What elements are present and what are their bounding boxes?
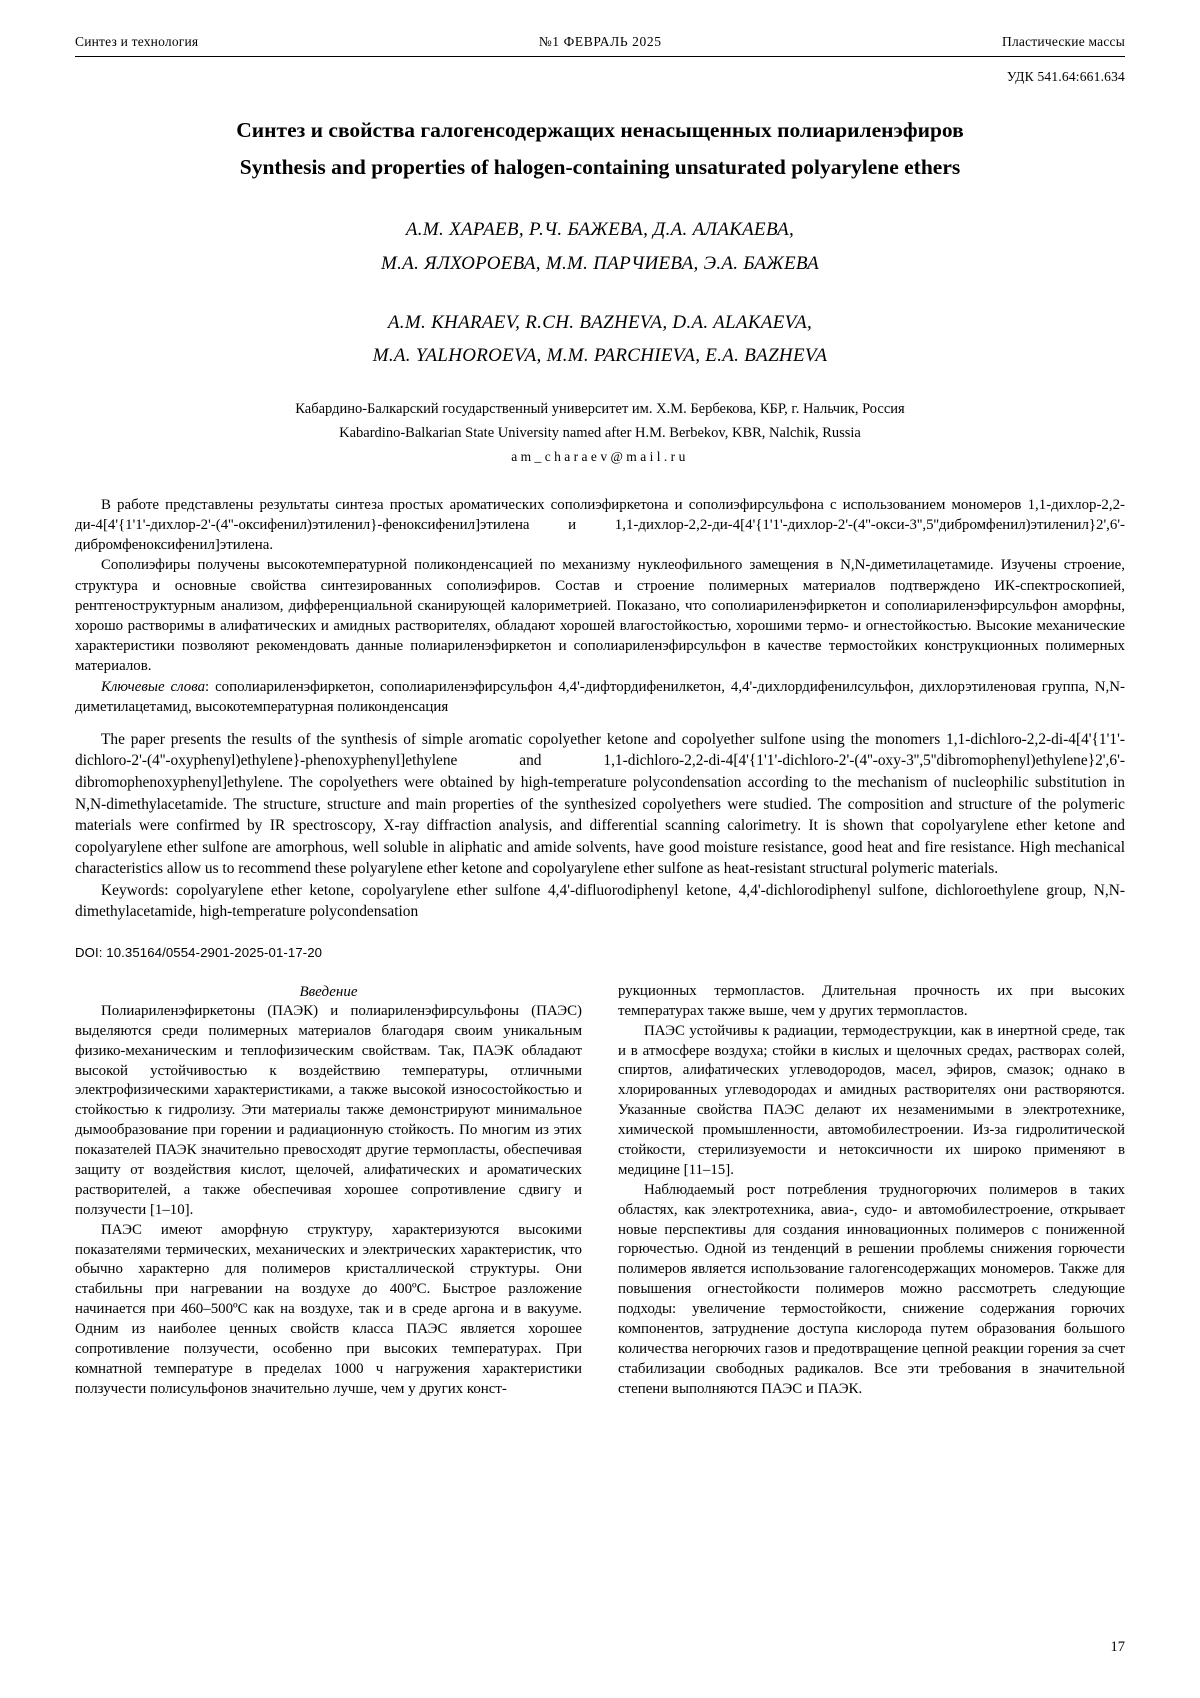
authors-ru-line1: А.М. ХАРАЕВ, Р.Ч. БАЖЕВА, Д.А. АЛАКАЕВА, xyxy=(405,219,795,241)
running-head-left: Синтез и технология xyxy=(75,34,199,49)
contact-email[interactable]: am_charaev@mail.ru xyxy=(511,449,689,465)
authors-en-line1: A.M. KHARAEV, R.CH. BAZHEVA, D.A. ALAKAEVA, xyxy=(387,311,813,333)
body-paragraph: рукционных термопластов. Длительная прочность их при высоких температурах также выше, чем у других термопластов. xyxy=(618,982,1125,1019)
authors-en-line2: M.A. YALHOROEVA, M.M. PARCHIEVA, E.A. BAZHEVA xyxy=(372,345,828,367)
body-paragraph: Полиариленэфиркетоны (ПАЭК) и полиариленэфирсульфоны (ПАЭС) выделяются среди полимерных материалов благодаря своим уникальным физико-механическим и теплофизическим свойствам. Так, ПАЭК обладают высокой устойчивостью к воздействию температуры, отличными электрофизическими характеристиками, а также высокой износостойкостью и стойкостью к гидролизу. Эти материалы также демонстрируют минимальное дымообразование при горении и радиационную стойкость. По многим из этих показателей ПАЭК значительно превосходят другие термопласты, обеспечивая защиту от воздействия кислот, щелочей, алифатических и ароматических растворителей, а также обеспечивая хорошее сопротивление сдвигу и ползучести [1–10]. xyxy=(75,1002,582,1218)
authors-en xyxy=(75,306,1125,373)
header-divider xyxy=(75,56,1125,57)
page-number: 17 xyxy=(1110,1639,1125,1655)
page-title-en: Synthesis and properties of halogen-containing unsaturated polyarylene ethers xyxy=(239,155,961,180)
abstract-ru-p1: В работе представлены результаты синтеза простых ароматических сополиэфиркетона и сополиэфирсульфона с использованием мономеров 1,1-дихлор-2,2-ди-4[4'{1'1'-дихлор-2'-(4''-оксифенил)этиленил}-феноксифенил]этилена и 1,1-дихлор-2,2-ди-4[4'{1'1'-дихлор-2'-(4''-окси-3'',5''дибромфенил)этиленил}2',6'-дибромфеноксифенил]этилена. xyxy=(75,497,1125,554)
abstract-en xyxy=(75,729,1125,923)
authors-ru-line2: М.А. ЯЛХОРОЕВА, М.М. ПАРЧИЕВА, Э.А. БАЖЕВА xyxy=(380,252,819,274)
running-head-center: №1 ФЕВРАЛЬ 2025 xyxy=(538,34,662,49)
page-title-ru: Синтез и свойства галогенсодержащих ненасыщенных полиариленэфиров xyxy=(236,118,964,142)
keywords-ru xyxy=(75,677,1125,717)
affiliation xyxy=(75,398,1125,445)
body-column-left xyxy=(75,982,582,1400)
abstract-ru xyxy=(75,495,1125,717)
running-head xyxy=(75,34,1125,50)
section-heading-introduction: Введение xyxy=(299,983,358,1000)
keywords-en-label: Keywords xyxy=(101,881,165,899)
keywords-ru-list: : сополиариленэфиркетон, сополиариленэфирсульфон 4,4'-дифтордифенилкетон, 4,4'-дихлордифенилсульфон, дихлорэтиленовая группа, N,N-диметилацетамид, высокотемпературная поликонденсация xyxy=(75,678,1125,715)
keywords-en-list: : copolyarylene ether ketone, copolyarylene ether sulfone 4,4'-difluorodiphenyl ketone, 4,4'-dichlorodiphenyl sulfone, dichloroethylene group, N,N-dimethylacetamide, high-temperature polycondensation xyxy=(75,881,1125,921)
body-columns xyxy=(75,982,1125,1400)
affiliation-ru: Кабардино-Балкарский государственный университет им. Х.М. Бербекова, КБР, г. Нальчик, Россия xyxy=(295,401,905,418)
keywords-ru-label: Ключевые слова xyxy=(101,678,206,695)
udk-code: УДК 541.64:661.634 xyxy=(1006,69,1125,84)
body-paragraph: Наблюдаемый рост потребления трудногорючих полимеров в таких областях, как электротехника, авиа-, судо- и автомобилестроение, открывает новые перспективы для создания инновационных полимеров с пониженной горючестью. Одной из тенденций в решении проблемы снижения горючести полимеров является использование галогенсодержащих мономеров. Также для повышения огнестойкости полимеров можно рассмотреть следующие подходы: увеличение термостойкости, снижение содержания горючих компонентов, затруднение доступа кислорода путем образования большого количества негорючих газов и предотвращение цепной реакции горения за счет стабилизации свободных радикалов. Все эти требования в значительной степени выполняются ПАЭС и ПАЭК. xyxy=(618,1181,1125,1397)
affiliation-en: Kabardino-Balkarian State University named after H.M. Berbekov, KBR, Nalchik, Russia xyxy=(339,424,861,441)
doi[interactable]: DOI: 10.35164/0554-2901-2025-01-17-20 xyxy=(75,944,323,960)
abstract-en-p1: The paper presents the results of the synthesis of simple aromatic copolyether ketone and copolyether sulfone using the monomers 1,1-dichloro-2,2-di-4[4'{1'1'-dichloro-2'-(4''-oxyphenyl)ethylene}-phenoxyphenyl]ethylene and 1,1-dichloro-2,2-di-4[4'{1'1'-dichloro-2'-(4''-oxy-3'',5''dibromophenyl)ethylene}2',6'-dibromophenoxyphenyl]ethylene. The copolyethers were obtained by high-temperature polycondensation according to the mechanism of nucleophilic substitution in N,N-dimethylacetamide. The structure, structure and main properties of the synthesized copolyethers were studied. The composition and structure of the polymeric materials were confirmed by IR spectroscopy, X-ray diffraction analysis, and differential scanning calorimetry. It is shown that copolyarylene ether ketone and copolyarylene ether sulfone are amorphous, well soluble in aliphatic and amide solvents, have good moisture resistance, good heat and fire resistance. High mechanical characteristics allow us to recommend these polyarylene ether ketone and copolyarylene ether sulfone as heat-resistant structural polymeric materials. xyxy=(75,730,1125,878)
authors-ru xyxy=(75,213,1125,280)
body-column-right xyxy=(618,982,1125,1400)
abstract-ru-p2: Сополиэфиры получены высокотемпературной поликонденсацией по механизму нуклеофильного замещения в N,N-диметилацетамиде. Изучены строение, структура и основные свойства синтезированных сополиэфиров. Состав и строение полимерных материалов подтверждено ИК-спектроскопией, рентгеноструктурным анализом, дифференциальной сканирующей калориметрией. Показано, что сополиариленэфиркетон и сополиариленэфирсульфон аморфны, хорошо растворимы в алифатических и амидных растворителях, обладают хорошей влагостойкостью, хорошими термо- и огнестойкостью. Высокие механические характеристики позволяют рекомендовать данные полиариленэфиркетон и сополиариленэфирсульфон в качестве термостойких конструкционных полимерных материалов. xyxy=(75,557,1125,674)
body-paragraph: ПАЭС имеют аморфную структуру, характеризуются высокими показателями термических, механических и электрических характеристик, что обычно характерно для полимеров кристаллической структуры. Они стабильны при нагревании на воздухе до 400ºС. Быстрое разложение начинается при 460–500ºС как на воздухе, так и в среде аргона и в вакууме. Одним из наиболее ценных свойств класса ПАЭС является хорошее сопротивление ползучести, особенно при высоких температурах. При комнатной температуре в пределах 1000 ч нагружения характеристики ползучести полисульфонов значительно лучше, чем у других конст- xyxy=(75,1221,582,1397)
running-head-right: Пластические массы xyxy=(1002,34,1125,49)
keywords-en xyxy=(75,880,1125,923)
page-content xyxy=(75,34,1125,1400)
body-paragraph: ПАЭС устойчивы к радиации, термодеструкции, как в инертной среде, так и в атмосфере воздуха; стойки в кислых и щелочных средах, растворах солей, спиртов, алифатических углеводородов, масел, эфиров, смазок; однако в хлорированных углеводородах и амидных растворителях они растворяются. Указанные свойства ПАЭС делают их незаменимыми в электротехнике, химической промышленности, автомобилестроении. Из-за гидролитической стойкости, стерилизуемости и нетоксичности их широко применяют в медицине [11–15]. xyxy=(618,1022,1125,1178)
